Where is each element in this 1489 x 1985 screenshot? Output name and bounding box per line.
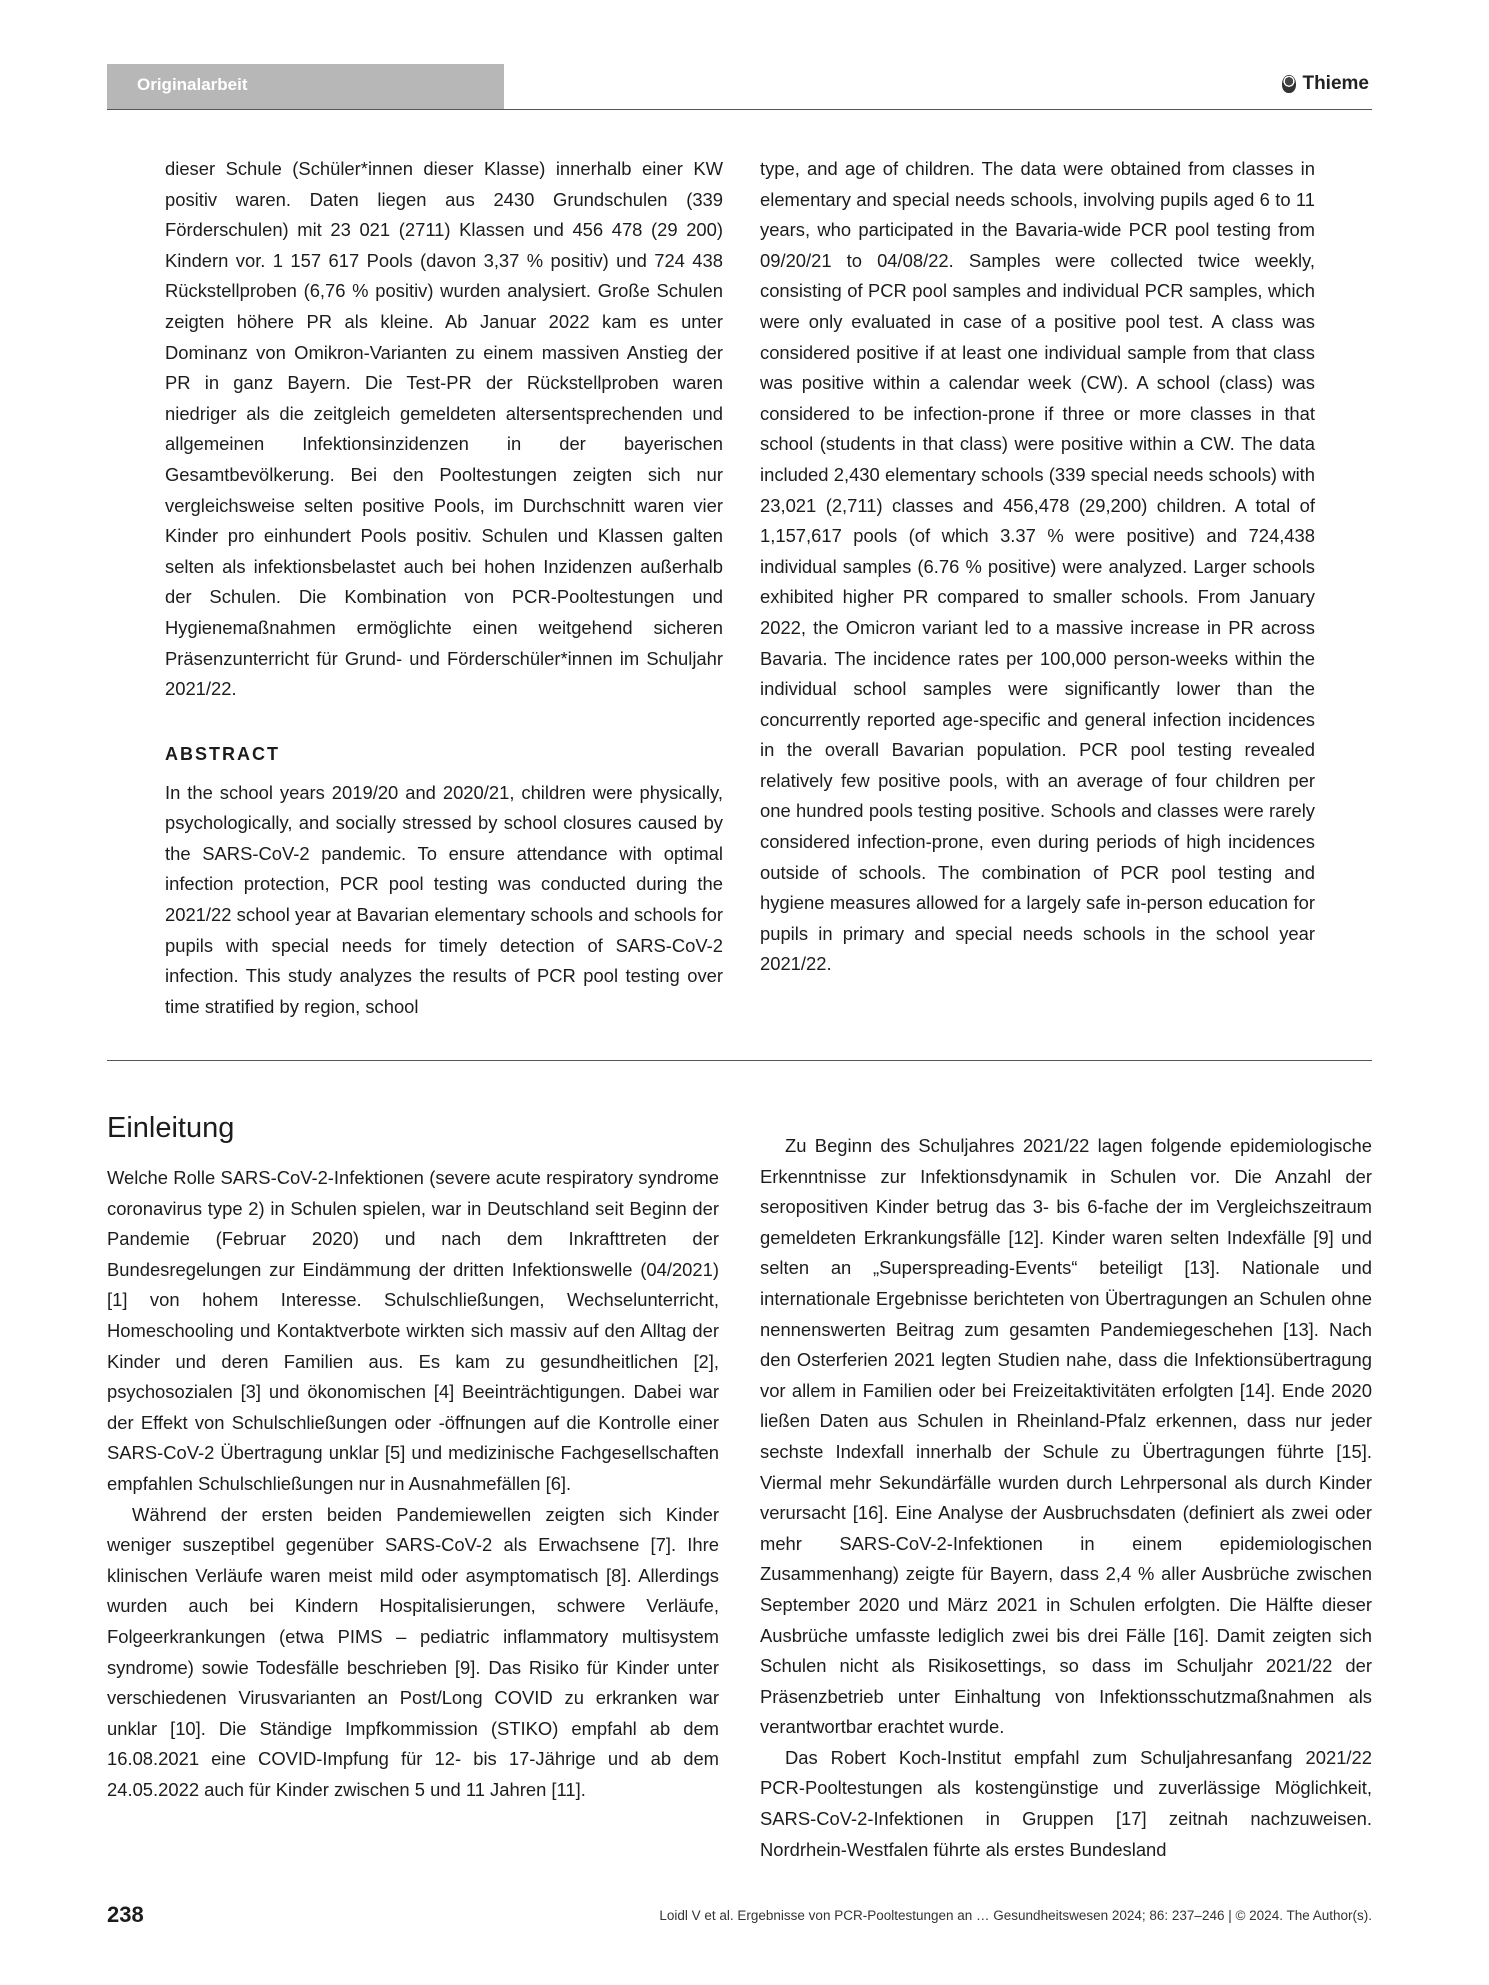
abstract-heading: ABSTRACT [165, 743, 280, 764]
intro-paragraph-3: Zu Beginn des Schuljahres 2021/22 lagen folgende epidemiologische Erkenntnisse zur Infektionsdynamik in Schulen vor. Die Anzahl der seropositiven Kinder betrug das 3- bis 6-fache der im Vergleichszeitraum gemeldeten Erkrankungsfälle [12]. Kinder waren selten Indexfälle [9] und selten an „Superspreading-Events“ beteiligt [13]. Nationale und internationale Ergebnisse berichteten von Übertragungen an Schulen ohne nennenswerten Beitrag zum gesamten Pandemiegeschehen [13]. Nach den Osterferien 2021 legten Studien nahe, dass die Infektionsübertragung vor allem in Familien oder bei Freizeitaktivitäten erfolgten [14]. Ende 2020 ließen Daten aus Schulen in Rheinland-Pfalz erkennen, dass nur jeder sechste Indexfall innerhalb der Schule zu Übertragungen führte [15]. Viermal mehr Sekundärfälle wurden durch Lehrpersonal als durch Kinder verursacht [16]. Eine Analyse der Ausbruchsdaten (definiert als zwei oder mehr SARS-CoV-2-Infektionen in einem epidemiologischen Zusammenhang) zeigte für Bayern, dass 2,4 % aller Ausbrüche zwischen September 2020 und März 2021 in Schulen erfolgten. Die Hälfte dieser Ausbrüche umfasste lediglich zwei bis drei Fälle [16]. Damit zeigten sich Schulen nicht als Risikosettings, so dass im Schuljahr 2021/22 der Präsenzbetrieb unter Einhaltung von Infektionsschutzmaßnahmen als verantwortbar erachtet wurde. [760, 1135, 1372, 1738]
page-number: 238 [107, 1902, 144, 1927]
section-label: Originalarbeit [137, 75, 248, 94]
footer-citation: Loidl V et al. Ergebnisse von PCR-Pooltestungen an … Gesundheitswesen 2024; 86: 237–246 | © 2024. The Author(s). [659, 1908, 1372, 1923]
intro-paragraph-1: Welche Rolle SARS-CoV-2-Infektionen (severe acute respiratory syndrome coronavirus type 2) in Schulen spielen, war in Deutschland seit Beginn der Pandemie (Februar 2020) und nach dem Inkrafttreten der Bundesregelungen zur Eindämmung der dritten Infektionswelle (04/2021) [1] von hohem Interesse. Schulschließungen, Wechselunterricht, Homeschooling und Kontaktverbote wirkten sich massiv auf den Alltag der Kinder und deren Familien aus. Es kam zu gesundheitlichen [2], psychosozialen [3] und ökonomischen [4] Beeinträchtigungen. Dabei war der Effekt von Schulschließungen oder -öffnungen auf die Kontrolle einer SARS-CoV-2 Übertragung unklar [5] und medizinische Fachgesellschaften empfahlen Schulschließungen nur in Ausnahmefällen [6]. [107, 1167, 719, 1494]
abstract-en-text-right: type, and age of children. The data were obtained from classes in elementary and special needs schools, involving pupils aged 6 to 11 years, who participated in the Bavaria-wide PCR pool testing from 09/20/21 to 04/08/22. Samples were collected twice weekly, consisting of PCR pool samples and individual PCR samples, which were only evaluated in case of a positive pool test. A class was considered positive if at least one individual sample from that class was positive within a calendar week (CW). A school (class) was considered to be infection-prone if three or more classes in that school (students in that class) were positive within a CW. The data included 2,430 elementary schools (339 special needs schools) with 23,021 (2,711) classes and 456,478 (29,200) children. A total of 1,157,617 pools (of which 3.37 % were positive) and 724,438 individual samples (6.76 % positive) were analyzed. Larger schools exhibited higher PR compared to smaller schools. From January 2022, the Omicron variant led to a massive increase in PR across Bavaria. The incidence rates per 100,000 person-weeks within the individual school samples were significantly lower than the concurrently reported age-specific and general infection incidences in the overall Bavarian population. PCR pool testing revealed relatively few positive pools, with an average of four children per one hundred pools testing positive. Schools and classes were rarely considered infection-prone, even during periods of high incidences outside of schools. The combination of PCR pool testing and hygiene measures allowed for a largely safe in-person education for pupils in primary and special needs schools in the school year 2021/22. [760, 158, 1315, 975]
abstract-right-column [760, 154, 1315, 980]
abstract-left-column [165, 154, 723, 1022]
section-heading-einleitung: Einleitung [107, 1112, 235, 1144]
abstract-divider [107, 1060, 1372, 1061]
intro-paragraph-2: Während der ersten beiden Pandemiewellen zeigten sich Kinder weniger suszeptibel gegenüber SARS-CoV-2 als Erwachsene [7]. Ihre klinischen Verläufe waren meist mild oder asymptomatisch [8]. Allerdings wurden auch bei Kindern Hospitalisierungen, schwere Verläufe, Folgeerkrankungen (etwa PIMS – pediatric inflammatory multisystem syndrome) sowie Todesfälle beschrieben [9]. Das Risiko für Kinder unter verschiedenen Virusvarianten an Post/Long COVID zu erkranken war unklar [10]. Die Ständige Impfkommission (STIKO) empfahl ab dem 16.08.2021 eine COVID-Impfung für 12- bis 17-Jährige und ab dem 24.05.2022 auch für Kinder zwischen 5 und 11 Jahren [11]. [107, 1503, 719, 1800]
abstract-en-text-left: In the school years 2019/20 and 2020/21, children were physically, psychologically, and socially stressed by school closures caused by the SARS-CoV-2 pandemic. To ensure attendance with optimal infection protection, PCR pool testing was conducted during the 2021/22 school year at Bavarian elementary schools and schools for pupils with special needs for timely detection of SARS-CoV-2 infection. This study analyzes the results of PCR pool testing over time stratified by region, school [165, 781, 723, 1017]
header-rule [107, 109, 1372, 110]
section-label-bar [107, 64, 504, 109]
body-right-column [760, 1131, 1372, 1865]
thieme-logo-icon [1282, 75, 1296, 93]
intro-paragraph-4: Das Robert Koch-Institut empfahl zum Schuljahresanfang 2021/22 PCR-Pooltestungen als kostengünstige und zuverlässige Möglichkeit, SARS-CoV-2-Infektionen in Gruppen [17] zeitnah nachzuweisen. Nordrhein-Westfalen führte als erstes Bundesland [760, 1746, 1372, 1860]
publisher-logo [1282, 73, 1369, 95]
abstract-de-text: dieser Schule (Schüler*innen dieser Klasse) innerhalb einer KW positiv waren. Daten liegen aus 2430 Grundschulen (339 Förderschulen) mit 23 021 (2711) Klassen und 456 478 (29 200) Kindern vor. 1 157 617 Pools (davon 3,37 % positiv) und 724 438 Rückstellproben (6,76 % positiv) wurden analysiert. Große Schulen zeigten höhere PR als kleine. Ab Januar 2022 kam es unter Dominanz von Omikron-Varianten zu einem massiven Anstieg der PR in ganz Bayern. Die Test-PR der Rückstellproben waren niedriger als die zeitgleich gemeldeten altersentsprechenden und allgemeinen Infektionsinzidenzen in der bayerischen Gesamtbevölkerung. Bei den Pooltestungen zeigten sich nur vergleichsweise selten positive Pools, im Durchschnitt waren vier Kinder pro einhundert Pools positiv. Schulen und Klassen galten selten als infektionsbelastet auch bei hohen Inzidenzen außerhalb der Schulen. Die Kombination von PCR-Pooltestungen und Hygienemaßnahmen ermöglichte einen weitgehend sicheren Präsenzunterricht für Grund- und Förderschüler*innen im Schuljahr 2021/22. [165, 158, 723, 700]
body-left-column [107, 1163, 719, 1805]
publisher-name: Thieme [1302, 73, 1369, 94]
